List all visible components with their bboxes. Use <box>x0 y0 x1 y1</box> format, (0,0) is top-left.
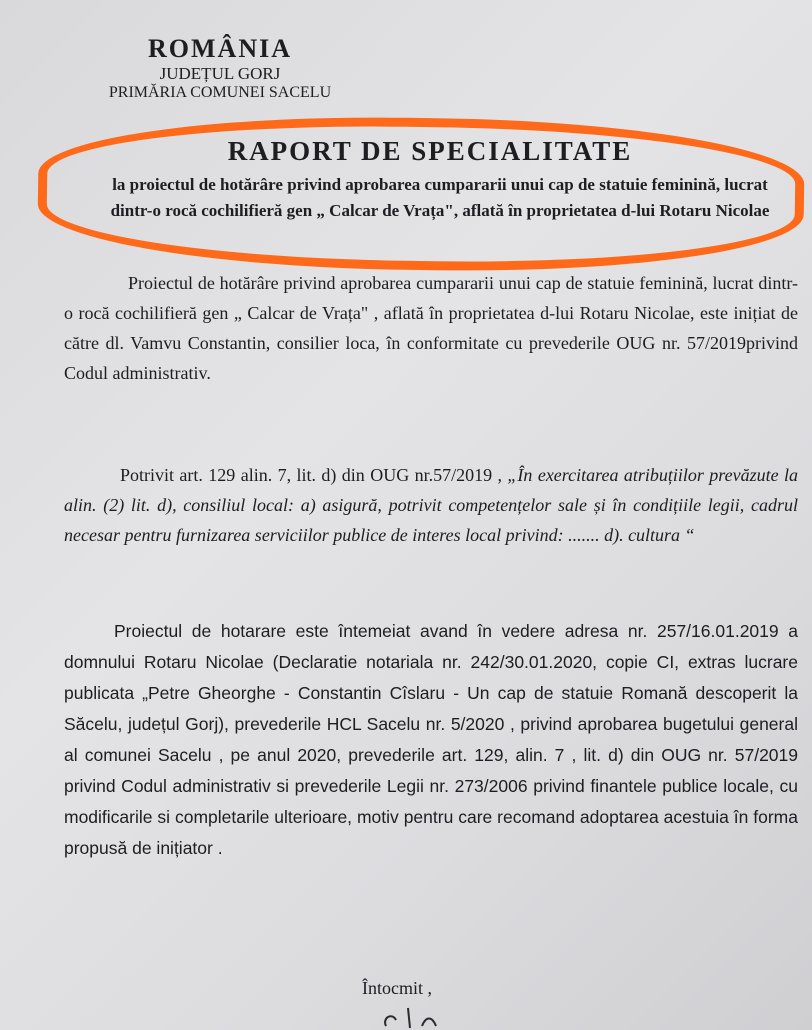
paragraph-initiation: Proiectul de hotărâre privind aprobarea cumpararii unui cap de statuie feminină, lucrat dintr-o rocă cochilifieră gen „ Calcar de Vrața" , aflată în proprietatea d-lui Rotaru Nicolae, este inițiat de către dl. Vamvu Constantin, consilier loca, în conformitate cu prevederile OUG nr. 57/2019privind Codul administrativ. <box>64 273 798 383</box>
county-name: JUDEȚUL GORJ <box>159 64 281 83</box>
legal-quote: „În exercitarea atribuțiilor prevăzute la alin. (2) lit. d), consiliul local: a) asigură, potrivit competențelor sale și în condițiile legii, cadrul necesar pentru furnizarea serviciilor publice de interes local privind: ....... d). cultura “ <box>64 465 798 545</box>
document-header <box>70 34 370 102</box>
report-subtitle: la proiectul de hotărâre privind aprobarea cumpararii unui cap de statuie feminină, lucrat dintr-o rocă cochilifieră gen „ Calcar de Vrața", aflată în proprietatea d-lui Rotaru Nicolae <box>110 175 770 220</box>
signature-scribble <box>378 1004 458 1030</box>
town-hall-name: PRIMĂRIA COMUNEI SACELU <box>108 84 332 101</box>
paragraph-legal-basis <box>64 460 798 550</box>
legal-basis-lead: Potrivit art. 129 alin. 7, lit. d) din OUG nr.57/2019 , <box>120 465 508 485</box>
paragraph-grounds: Proiectul de hotarare este întemeiat avand în vedere adresa nr. 257/16.01.2019 a domnului Rotaru Nicolae (Declaratie notariala nr. 242/30.01.2020, copie CI, extras lucrare publicata „Petre Gheorghe - Constantin Cîslaru - Un cap de statuie Romană descoperit la Săcelu, județul Gorj), prevederile HCL Sacelu nr. 5/2020 , privind aprobarea bugetului general al comunei Sacelu , pe anul 2020, prevederile art. 129, alin. 7 , lit. d) din OUG nr. 57/2019 privind Codul administrativ si prevederile Legii nr. 273/2006 privind finantele publice locale, cu modificarile si completarile ulterioare, motiv pentru care recomand adoptarea acestuia în forma propusă de inițiator . <box>64 621 798 858</box>
report-title: RAPORT DE SPECIALITATE <box>227 136 633 166</box>
signature-label: Întocmit , <box>362 978 432 998</box>
country-name: ROMÂNIA <box>148 34 292 63</box>
